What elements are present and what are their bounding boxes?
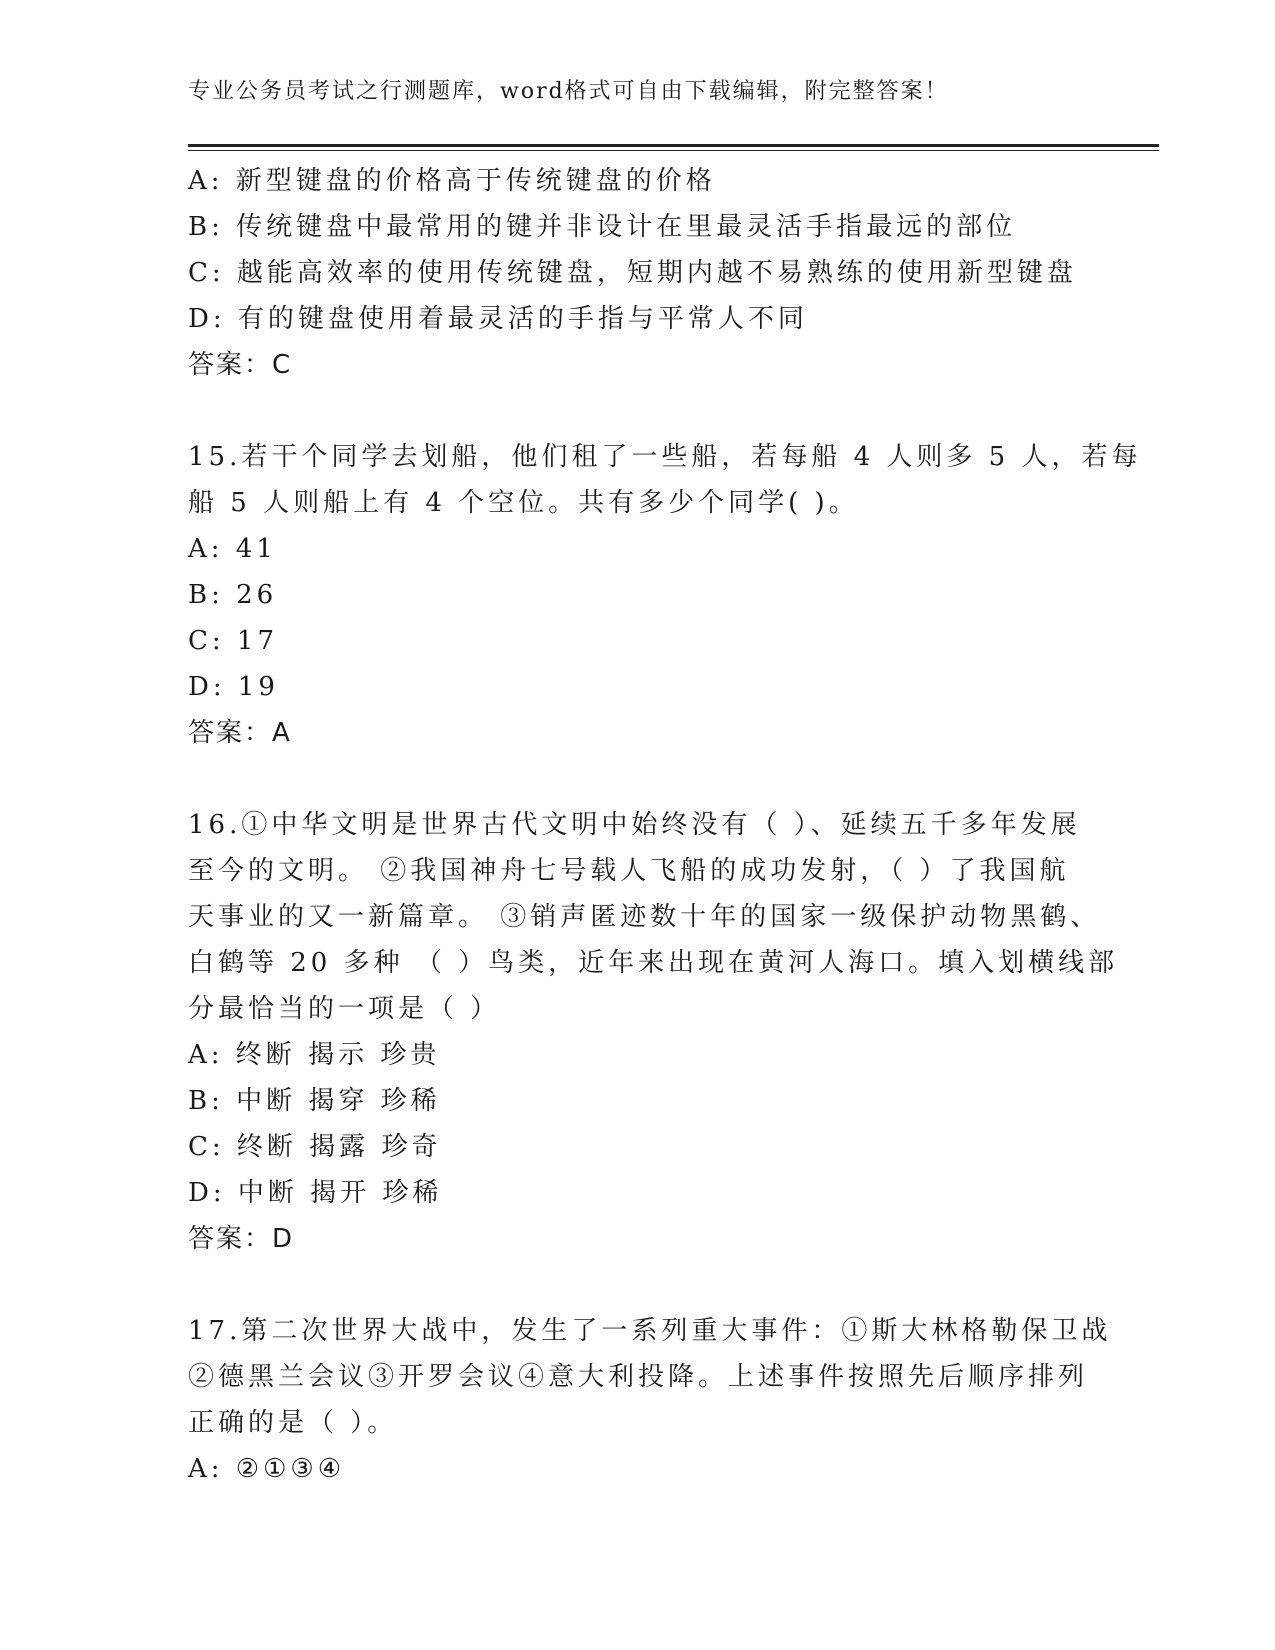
spacer [188, 388, 1088, 434]
option-b: B: 传统键盘中最常用的键并非设计在里最灵活手指最远的部位 [188, 212, 1017, 242]
question-text-line: ②德黑兰会议③开罗会议④意大利投降。上述事件按照先后顺序排列 [188, 1362, 1089, 1392]
page-header: 专业公务员考试之行测题库，word格式可自由下载编辑，附完整答案！ [188, 79, 949, 104]
question-17 [188, 1308, 1112, 1492]
question-text-line: 白鹤等 20 多种 （ ）鸟类，近年来出现在黄河人海口。填入划横线部 [188, 948, 1119, 978]
question-14-options [188, 158, 1088, 342]
option-a: A: 新型键盘的价格高于传统键盘的价格 [188, 166, 716, 196]
question-text-line: 船 5 人则船上有 4 个空位。共有多少个同学( )。 [188, 488, 859, 518]
question-15-answer: 答案：A [188, 718, 292, 748]
option-a: A: 41 [188, 534, 277, 564]
option-b: B: 中断 揭穿 珍稀 [188, 1086, 441, 1116]
option-b: B: 26 [188, 580, 278, 610]
option-c: C: 越能高效率的使用传统键盘，短期内越不易熟练的使用新型键盘 [188, 258, 1077, 288]
option-d: D: 19 [188, 672, 279, 702]
question-text-line: 正确的是（ ）。 [188, 1408, 398, 1438]
question-content [188, 158, 1142, 1492]
question-16 [188, 802, 1119, 1262]
option-a: A: 终断 揭示 珍贵 [188, 1040, 441, 1070]
question-text-line: 天事业的又一新篇章。 ③销声匿迹数十年的国家一级保护动物黑鹤、 [188, 902, 1101, 932]
header-rule-thin [188, 150, 1159, 151]
question-text-line: 17.第二次世界大战中，发生了一系列重大事件：①斯大林格勒保卫战 [188, 1316, 1112, 1346]
spacer [188, 1262, 1088, 1308]
option-d: D: 有的键盘使用着最灵活的手指与平常人不同 [188, 304, 808, 334]
question-text-line: 15.若干个同学去划船，他们租了一些船，若每船 4 人则多 5 人，若每 [188, 442, 1142, 472]
spacer [188, 756, 1088, 802]
question-15 [188, 434, 1142, 756]
option-c: C: 17 [188, 626, 279, 656]
option-d: D: 中断 揭开 珍稀 [188, 1178, 443, 1208]
header-rule-thick [188, 144, 1159, 147]
question-14-answer: 答案：C [188, 350, 293, 380]
option-c: C: 终断 揭露 珍奇 [188, 1132, 442, 1162]
question-16-answer: 答案：D [188, 1224, 295, 1254]
question-text-line: 至今的文明。 ②我国神舟七号载人飞船的成功发射，（ ）了我国航 [188, 856, 1070, 886]
option-a: A: ②①③④ [188, 1454, 346, 1484]
question-text-line: 分最恰当的一项是（ ） [188, 994, 501, 1024]
question-text-line: 16.①中华文明是世界古代文明中始终没有（ ）、延续五千多年发展 [188, 810, 1081, 840]
